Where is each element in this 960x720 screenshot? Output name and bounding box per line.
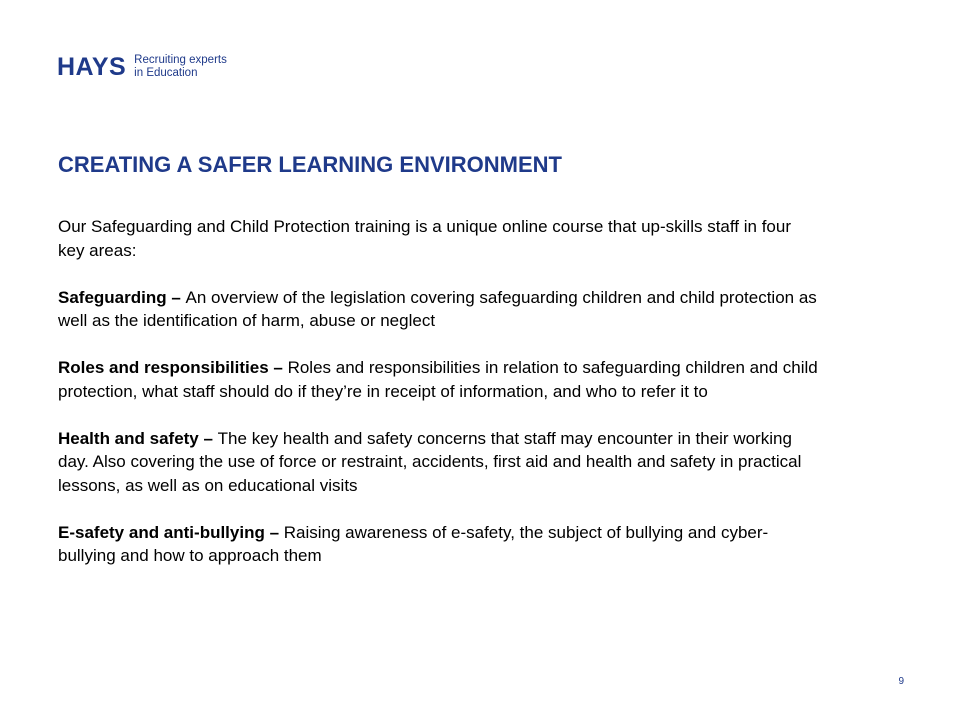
area-term: E-safety and anti-bullying – [58,522,284,542]
logo-tagline-line1: Recruiting experts [134,54,227,66]
area-description: An overview of the legislation covering safeguarding children and child protection as well as the identification of harm, abuse or neglect [58,287,817,330]
page-title: CREATING A SAFER LEARNING ENVIRONMENT [58,152,562,177]
logo-tagline [134,54,227,80]
area-term: Roles and responsibilities – [58,358,288,377]
area-description: The key health and safety concerns that staff may encounter in their working day. Also covering the use of force or restraint, accidents, first aid and health and safety in practical lessons, as well as on educational visits [58,428,802,495]
area-term: Health and safety – [58,428,218,448]
page-number: 9 [898,676,904,687]
logo-tagline-line2: in Education [134,67,198,79]
area-paragraph-roles [58,356,818,403]
area-paragraph-health-safety [58,427,818,498]
intro-paragraph: Our Safeguarding and Child Protection training is a unique online course that up-skills staff in four key areas: [58,217,792,260]
content-body [58,215,818,568]
hays-logo [57,54,227,80]
area-term: Safeguarding – [58,287,186,307]
logo-wordmark: HAYS [57,52,127,81]
area-paragraph-safeguarding [58,286,818,333]
area-description: Roles and responsibilities in relation to safeguarding children and child protection, what staff should do if they’re in receipt of information, and who to refer it to [58,358,818,401]
area-description: Raising awareness of e-safety, the subject of bullying and cyber-bullying and how to approach them [58,522,769,565]
area-paragraph-esafety [58,521,818,568]
